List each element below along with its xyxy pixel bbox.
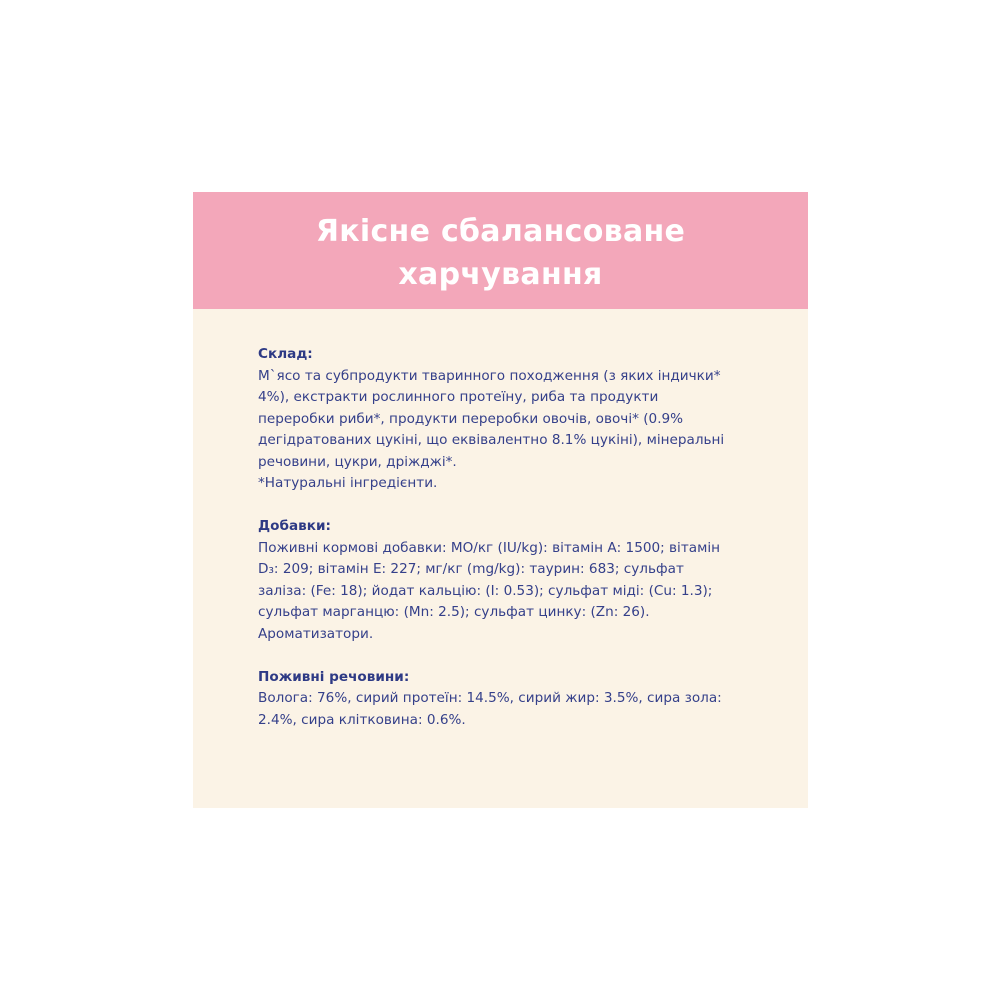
card-body	[258, 344, 783, 753]
nutrients-heading: Поживні речовини:	[258, 668, 410, 685]
card-title-line: харчування	[398, 257, 603, 292]
nutrients-section	[258, 667, 783, 732]
composition-line: речовини, цукри, дріжджі*.	[258, 453, 457, 470]
composition-line: 4%), екстракти рослинного протеїну, риба та продукти	[258, 389, 659, 405]
composition-line: дегідратованих цукіні, що еквівалентно 8.1% цукіні), мінеральні	[258, 432, 725, 448]
nutrition-card	[193, 192, 808, 808]
additives-line: Ароматизатори.	[258, 625, 374, 642]
composition-section	[258, 344, 783, 495]
composition-heading: Склад:	[258, 346, 313, 362]
nutrients-line: 2.4%, сира клітковина: 0.6%.	[258, 711, 466, 728]
nutrients-line: Волога: 76%, сирий протеїн: 14.5%, сирий жир: 3.5%, сира зола:	[258, 690, 722, 706]
additives-section	[258, 516, 783, 645]
card-title	[193, 210, 808, 296]
composition-line: переробки риби*, продукти переробки овочів, овочі* (0.9%	[258, 410, 684, 427]
additives-line: заліза: (Fe: 18); йодат кальцію: (I: 0.53); сульфат міді: (Cu: 1.3);	[258, 582, 713, 599]
additives-line: D₃: 209; вітамін Е: 227; мг/кг (mg/kg): таурин: 683; сульфат	[258, 561, 684, 577]
additives-heading: Добавки:	[258, 518, 331, 534]
card-title-line: Якісне сбалансоване	[315, 214, 686, 249]
additives-line: Поживні кормові добавки: МО/кг (IU/kg): вітамін А: 1500; вітамін	[258, 539, 721, 556]
card-header	[193, 192, 808, 309]
additives-line: сульфат марганцю: (Mn: 2.5); сульфат цинку: (Zn: 26).	[258, 604, 650, 620]
composition-line: М`ясо та субпродукти тваринного походження (з яких індички*	[258, 367, 721, 384]
natural-ingredients-footnote: *Натуральні інгредієнти.	[258, 475, 438, 491]
